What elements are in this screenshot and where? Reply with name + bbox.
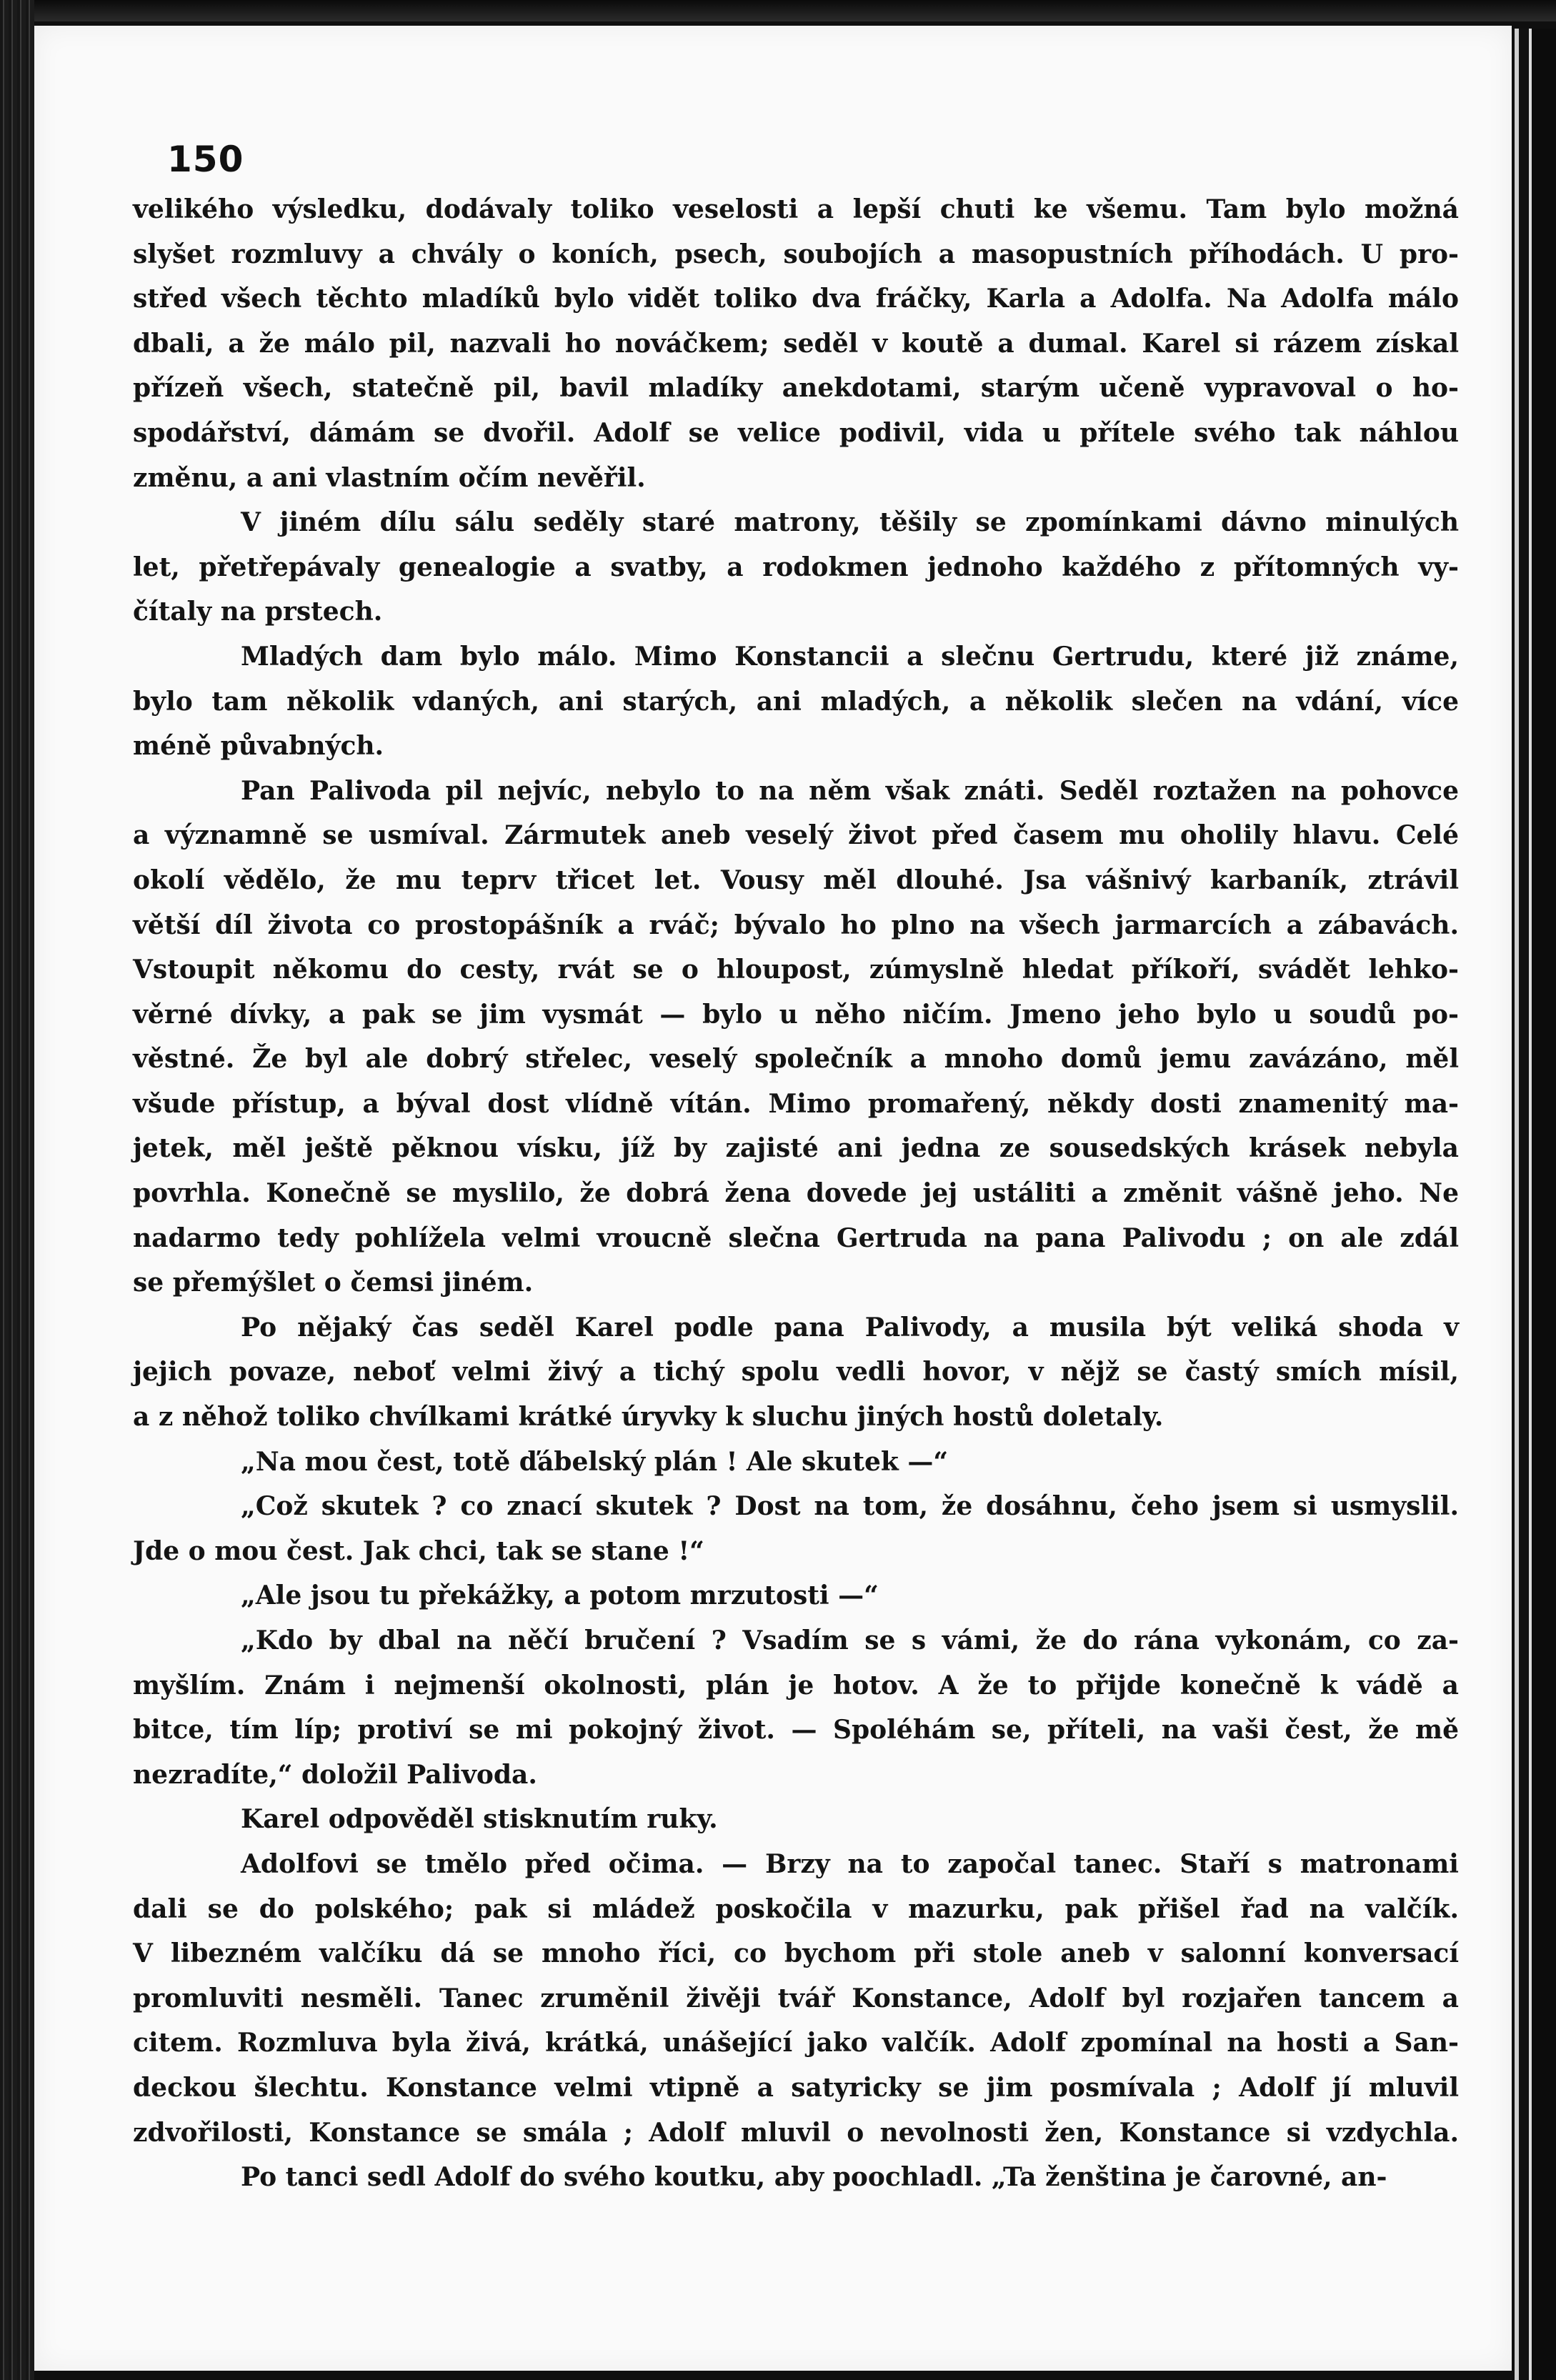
text-line: a významně se usmíval. Zármutek aneb veselý život před časem mu oholily hlavu. Celé [133, 820, 1459, 851]
text-line: myšlím. Znám i nejmenší okolnosti, plán je hotov. A že to přijde konečně k vádě a [133, 1670, 1459, 1701]
text-line: věstné. Že byl ale dobrý střelec, veselý společník a mnoho domů jemu zavázáno, měl [133, 1044, 1459, 1075]
text-line: „Kdo by dbal na něčí bručení ? Vsadím se s vámi, že do rána vykonám, co za- [241, 1625, 1459, 1655]
text-line: věrné dívky, a pak se jim vysmát — bylo u něho ničím. Jmeno jeho bylo u soudů po- [133, 999, 1459, 1030]
text-line: Po nějaký čas seděl Karel podle pana Palivody, a musila být veliká shoda v [241, 1312, 1459, 1343]
text-line: spodářství, dámám se dvořil. Adolf se velice podivil, vida u přítele svého tak náhlou [133, 417, 1459, 448]
text-line: všude přístup, a býval dost vlídně vítán. Mimo promařený, někdy dosti znamenitý ma- [133, 1088, 1459, 1119]
book-spine [1515, 29, 1556, 2380]
text-line: nadarmo tedy pohlížela velmi vroucně slečna Gertruda na pana Palivodu ; on ale zdál [133, 1223, 1459, 1253]
text-line: deckou šlechtu. Konstance velmi vtipně a satyricky se jim posmívala ; Adolf jí mluvil [133, 2072, 1459, 2103]
text-line: jetek, měl ještě pěknou vísku, jíž by zajisté ani jedna ze sousedských krásek nebyla [133, 1133, 1459, 1164]
text-line: nezradíte,“ doložil Palivoda. [133, 1759, 537, 1790]
scan-edge-left [0, 0, 34, 2380]
text-line: dbali, a že málo pil, nazvali ho nováčkem; seděl v koutě a dumal. Karel si rázem získal [133, 328, 1459, 359]
text-line: slyšet rozmluvy a chvály o koních, psech, soubojích a masopustních příhodách. U pro- [133, 239, 1459, 269]
text-line: V libezném valčíku dá se mnoho říci, co bychom při stole aneb v salonní konversací [133, 1938, 1459, 1969]
text-line: dali se do polského; pak si mládež poskočila v mazurku, pak přišel řad na valčík. [133, 1893, 1459, 1924]
text-line: přízeň všech, statečně pil, bavil mladíky anekdotami, starým učeně vypravoval o ho- [133, 373, 1459, 404]
text-line: Adolfovi se tmělo před očima. — Brzy na to započal tanec. Staří s matronami [241, 1848, 1459, 1879]
text-line: střed všech těchto mladíků bylo vidět toliko dva fráčky, Karla a Adolfa. Na Adolfa málo [133, 284, 1459, 314]
text-line: velikého výsledku, dodávaly toliko veselosti a lepší chuti ke všemu. Tam bylo možná [133, 194, 1459, 224]
text-line: Vstoupit někomu do cesty, rvát se o hloupost, zúmyslně hledat příkoří, svádět lehko- [133, 955, 1459, 985]
text-line: bitce, tím líp; protiví se mi pokojný život. — Spoléhám se, příteli, na vaši čest, že mě [133, 1715, 1459, 1746]
text-line: V jiném dílu sálu seděly staré matrony, těšily se zpomínkami dávno minulých [241, 507, 1459, 538]
text-line: Jde o mou čest. Jak chci, tak se stane !“ [133, 1535, 704, 1566]
page-number: 150 [167, 139, 244, 180]
text-line: větší díl života co prostopášník a rváč; bývalo ho plno na všech jarmarcích a zábavách. [133, 910, 1459, 940]
text-line: „Což skutek ? co znací skutek ? Dost na tom, že dosáhnu, čeho jsem si usmyslil. [241, 1491, 1459, 1522]
text-line: změnu, a ani vlastním očím nevěřil. [133, 462, 646, 493]
text-line: „Ale jsou tu překážky, a potom mrzutosti —“ [241, 1580, 879, 1611]
text-line: se přemýšlet o čemsi jiném. [133, 1268, 534, 1298]
text-line: a z něhož toliko chvílkami krátké úryvky k sluchu jiných hostů doletaly. [133, 1402, 1164, 1433]
body-text [133, 187, 1459, 2200]
text-line: okolí vědělo, že mu teprv třicet let. Vousy měl dlouhé. Jsa vášnivý karbaník, ztrávil [133, 865, 1459, 895]
text-line: zdvořilosti, Konstance se smála ; Adolf mluvil o nevolnosti žen, Konstance si vzdychla. [133, 2117, 1459, 2148]
text-line: Pan Palivoda pil nejvíc, nebylo to na něm však znáti. Seděl roztažen na pohovce [241, 775, 1459, 806]
text-line: „Na mou čest, totě ďábelský plán ! Ale skutek —“ [241, 1446, 949, 1477]
text-line: citem. Rozmluva byla živá, krátká, unášející jako valčík. Adolf zpomínal na hosti a San- [133, 2028, 1459, 2058]
text-line: jejich povaze, neboť velmi živý a tichý spolu vedli hovor, v nějž se častý smích mísil, [133, 1357, 1459, 1388]
text-line: čítaly na prstech. [133, 597, 383, 627]
text-line: let, přetřepávaly genealogie a svatby, a rodokmen jednoho každého z přítomných vy- [133, 552, 1459, 582]
text-line: méně půvabných. [133, 731, 384, 762]
text-line: bylo tam několik vdaných, ani starých, ani mladých, a několik slečen na vdání, více [133, 686, 1459, 717]
text-line: Mladých dam bylo málo. Mimo Konstancii a slečnu Gertrudu, které již známe, [241, 641, 1459, 672]
text-line: povrhla. Konečně se myslilo, že dobrá žena dovede jej ustáliti a změnit vášně jeho. Ne [133, 1178, 1459, 1209]
text-line: promluviti nesměli. Tanec zruměnil živěji tvář Konstance, Adolf byl rozjařen tancem a [133, 1983, 1459, 2013]
scan-edge-top [0, 0, 1556, 21]
text-line: Karel odpověděl stisknutím ruky. [241, 1804, 718, 1835]
text-line: Po tanci sedl Adolf do svého koutku, aby poochladl. „Ta ženština je čarovné, an- [241, 2162, 1387, 2193]
